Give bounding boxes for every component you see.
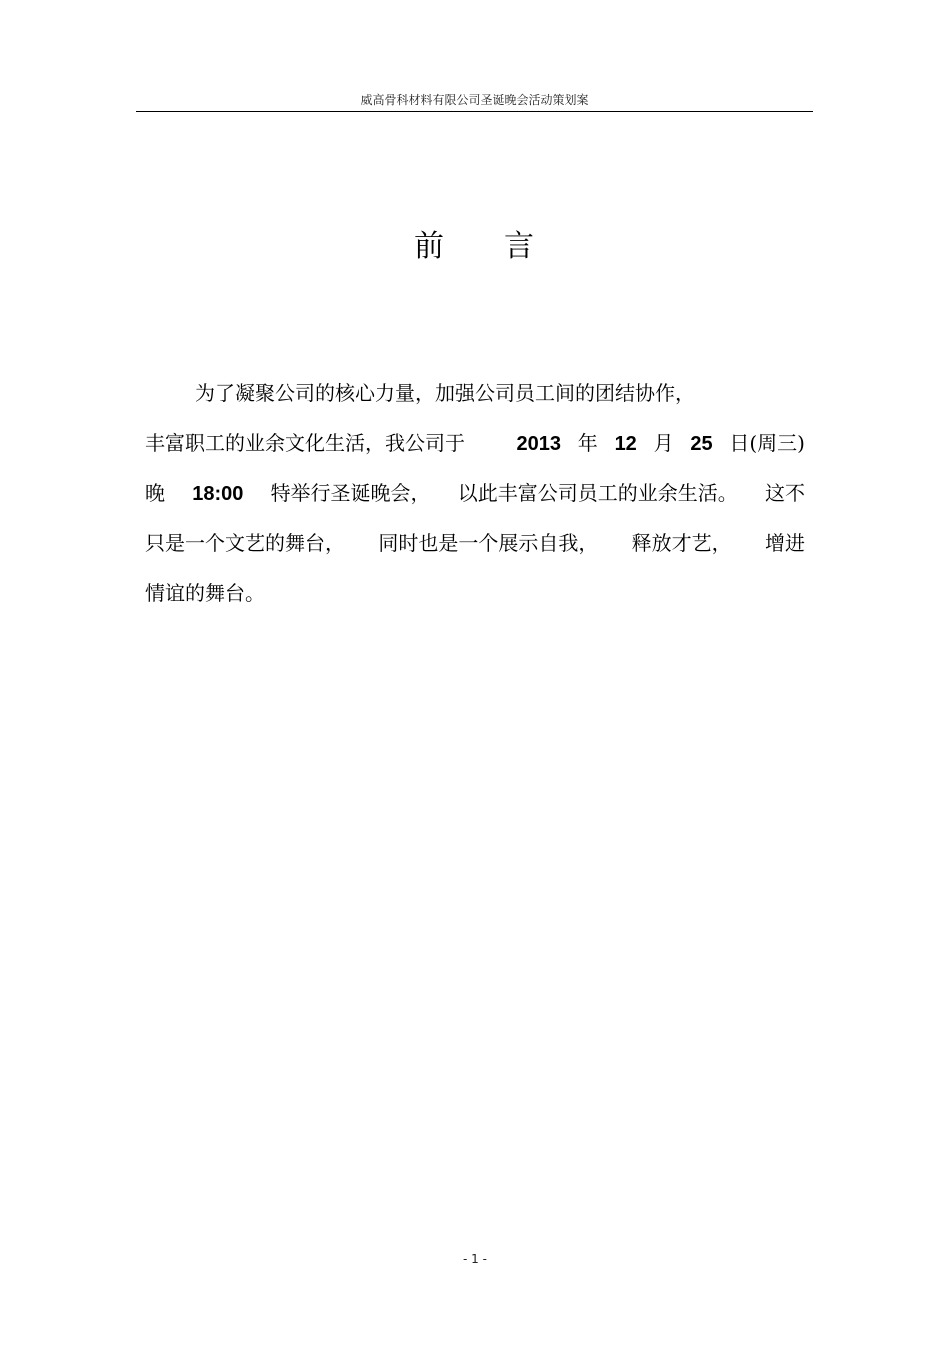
paragraph-line-2 bbox=[145, 418, 805, 468]
event-day: 25 bbox=[690, 433, 713, 455]
line-3-part-4: 这不 bbox=[764, 481, 805, 505]
month-unit: 月 bbox=[653, 431, 674, 455]
paragraph-line-1 bbox=[145, 368, 805, 418]
day-suffix: 日(周三) bbox=[729, 431, 805, 455]
paragraph-line-3 bbox=[145, 468, 805, 518]
section-title bbox=[0, 226, 950, 268]
line-3-part-2: 特举行圣诞晚会， bbox=[270, 481, 431, 505]
line-2-lead: 丰富职工的业余文化生活，我公司于 bbox=[145, 431, 465, 455]
event-time: 18:00 bbox=[192, 483, 244, 505]
line-4-part-3: 释放才艺， bbox=[631, 531, 732, 555]
running-header: 威高骨科材料有限公司圣诞晚会活动策划案 bbox=[360, 93, 589, 107]
line-3-lead: 晚 bbox=[145, 481, 165, 505]
paragraph-line-4 bbox=[145, 518, 805, 568]
preface-paragraph bbox=[145, 368, 805, 618]
line-3-part-3: 以此丰富公司员工的业余生活。 bbox=[457, 481, 738, 505]
line-1-text: 为了凝聚公司的核心力量，加强公司员工间的团结协作， bbox=[195, 381, 695, 405]
paragraph-line-5 bbox=[145, 568, 805, 618]
header-rule bbox=[136, 111, 813, 112]
year-unit: 年 bbox=[577, 431, 598, 455]
event-month: 12 bbox=[614, 433, 637, 455]
page-number: - 1 - bbox=[463, 1252, 487, 1266]
section-title-char-1: 前 bbox=[414, 229, 446, 264]
line-4-part-1: 只是一个文艺的舞台， bbox=[145, 531, 345, 555]
line-4-part-4: 增进 bbox=[764, 531, 805, 555]
section-title-char-2: 言 bbox=[504, 229, 536, 264]
line-5-text: 情谊的舞台。 bbox=[145, 581, 265, 605]
line-4-part-2: 同时也是一个展示自我， bbox=[378, 531, 599, 555]
event-year: 2013 bbox=[516, 433, 562, 455]
